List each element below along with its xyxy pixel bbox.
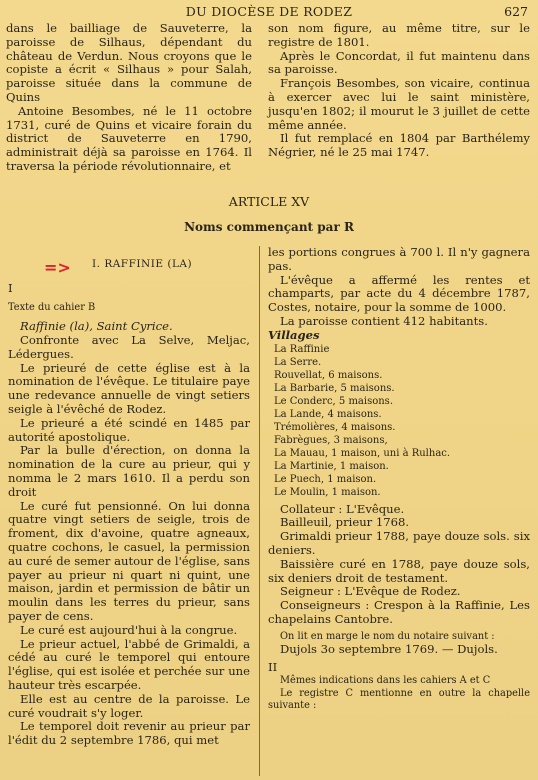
paragraph: La paroisse contient 412 habitants.: [280, 313, 488, 328]
paragraph: Après le Concordat, il fut maintenu dans sa paroisse.: [268, 48, 530, 77]
red-arrow-marker: =>: [44, 258, 71, 277]
paragraph: Seigneur : L'Evêque de Rodez.: [280, 584, 461, 599]
list-item: Le Puech, 1 maison.: [274, 473, 377, 485]
page-header: [0, 2, 538, 20]
article-subtitle: Noms commençant par R: [184, 220, 354, 234]
paragraph: François Besombes, son vicaire, continua à exercer avec lui le saint ministère, jusqu'en 1802; il mourut le 3 juillet de cette même année.: [268, 76, 530, 132]
villages-heading: Villages: [268, 327, 320, 342]
list-item: Le Moulin, 1 maison.: [274, 486, 381, 498]
top-right-column: [268, 22, 530, 160]
list-item: La Serre.: [274, 356, 322, 368]
paragraph: Le prieuré de cette église est à la nomination de l'évêque. Le titulaire paye une redevance annuelle de vingt setiers seigle à l'évêché de Rodez.: [8, 360, 250, 416]
list-item: La Raffinie: [274, 343, 330, 355]
paragraph: Le temporel doit revenir au prieur par l'édit du 2 septembre 1786, qui met: [8, 719, 250, 748]
list-item: Trémolières, 4 maisons.: [274, 421, 396, 433]
villages-list: [268, 343, 530, 499]
paragraph: Antoine Besombes, né le 11 octobre 1731, curé de Quins et vicaire forain du district de Sauveterre en 1790, administrait déjà sa paroisse en 1764. Il traversa la période révolutionnaire, et: [6, 103, 252, 173]
section-numeral: I: [8, 280, 13, 295]
paragraph: les portions congrues à 700 l. Il n'y gagnera pas.: [268, 245, 530, 273]
list-item: Rouvellat, 6 maisons.: [274, 369, 383, 381]
paragraph: Le curé fut pensionné. On lui donna quatre vingt setiers de seigle, trois de froment, dix d'avoine, quatre agneaux, quatre cochons, le casuel, la permission au curé de semer autour de l'église, sans payer au prieur ni quart ni quint, une maison, jardin et permission de bâtir un moulin dans les terres du prieur, sans payer de cens.: [8, 498, 250, 623]
list-item: La Lande, 4 maisons.: [274, 408, 382, 420]
left-column: [8, 246, 250, 748]
paragraph: L'évêque a affermé les rentes et champarts, par acte du 4 décembre 1787, Costes, notaire, pour la somme de 1000.: [268, 272, 530, 315]
place-name: [8, 320, 250, 334]
paragraph: Par la bulle d'érection, on donna la nomination de la cure au prieur, qui y nomma le 2 mars 1610. Il a perdu son droit: [8, 443, 250, 499]
page-number: 627: [504, 4, 528, 19]
entry-heading: I. RAFFINIE (LA): [92, 258, 193, 270]
paragraph: Grimaldi prieur 1788, paye douze sols. six deniers.: [268, 529, 530, 557]
paragraph: Le curé est aujourd'hui à la congrue.: [20, 622, 238, 637]
paragraph: Le prieur actuel, l'abbé de Grimaldi, a cédé au curé le temporel qui entoure l'église, qui est isolée et perchée sur une hauteur très escarpée.: [8, 636, 250, 692]
top-left-column: [6, 22, 252, 174]
notary-intro: On lit en marge le nom du notaire suivant :: [280, 630, 495, 642]
list-item: La Barbarie, 5 maisons.: [274, 382, 395, 394]
paragraph: Baissière curé en 1788, paye douze sols, six deniers droit de testament.: [268, 556, 530, 585]
paragraph: Conseigneurs : Crespon à la Raffinie, Les chapelains Cantobre.: [268, 598, 530, 626]
indications: Mêmes indications dans les cahiers A et C: [280, 674, 491, 686]
paragraph: Confronte avec La Selve, Meljac, Lédergues.: [8, 332, 250, 361]
paragraph: Le prieuré a été scindé en 1485 par autorité apostolique.: [8, 415, 250, 444]
list-item: Le Conderc, 5 maisons.: [274, 395, 393, 407]
paragraph: Bailleuil, prieur 1768.: [280, 515, 410, 530]
paragraph: son nom figure, au même titre, sur le registre de 1801.: [268, 21, 530, 49]
paragraph: Il fut remplacé en 1804 par Barthélemy Négrier, né le 25 mai 1747.: [268, 131, 530, 160]
paragraph: Elle est au centre de la paroisse. Le curé voudrait s'y loger.: [8, 691, 250, 720]
running-title: DU DIOCÈSE DE RODEZ: [185, 4, 353, 19]
notary-line: Dujols 3o septembre 1769. — Dujols.: [280, 642, 498, 657]
article-title: ARTICLE XV: [228, 194, 310, 209]
list-item: Fabrègues, 3 maisons,: [274, 434, 388, 446]
cahier-label: Texte du cahier B: [8, 301, 96, 313]
section-numeral: II: [268, 660, 278, 675]
registre-note: Le registre C mentionne en outre la chapelle suivante :: [268, 687, 530, 712]
paragraph: dans le bailliage de Sauveterre, la paroisse de Silhaus, dépendant du château de Verdun. Nous croyons que le copiste a écrit « Silhaus » pour Salah, paroisse située dans la commune de Quins: [6, 21, 252, 104]
list-item: La Mauau, 1 maison, uni à Rulhac.: [274, 447, 451, 459]
paragraph: Collateur : L'Evêque.: [280, 501, 405, 516]
list-item: La Martinie, 1 maison.: [274, 460, 389, 472]
column-divider: [259, 246, 260, 776]
right-column: [268, 246, 530, 713]
place-text: Raffinie (la), Saint Cyrice.: [20, 319, 173, 334]
